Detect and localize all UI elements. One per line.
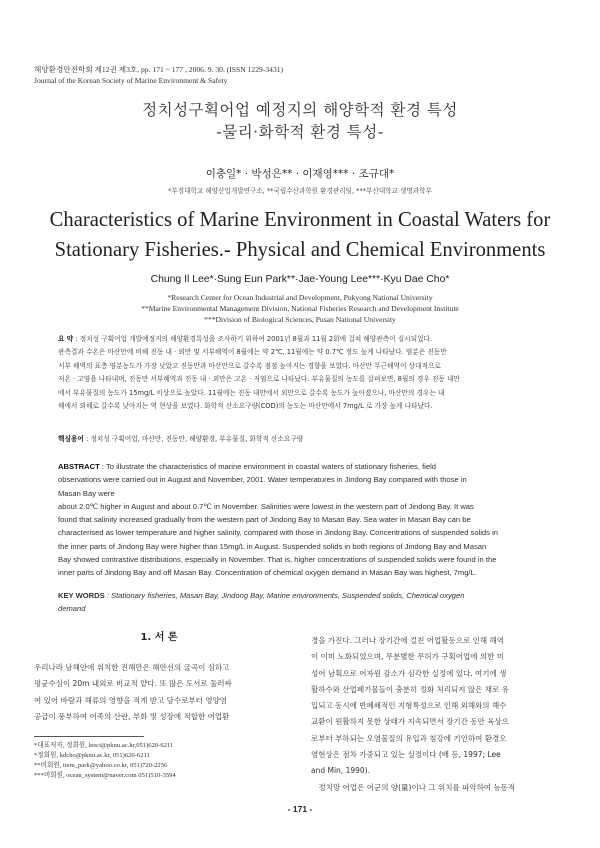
english-title-line-2: Stationary Fisheries.- Physical and Chemical Environments	[54, 239, 546, 261]
english-abstract-line: found that salinity increased gradually from the western part of Jindong Bay to Masan Bay. Sea water in Masan Bay can be	[58, 515, 471, 525]
english-title-line-1: Characteristics of Marine Environment in Coastal Waters for	[49, 209, 551, 231]
journal-name: Journal of the Korean Society of Marine Environment & Safety	[34, 75, 228, 85]
body-line: 이 이미 노화되었으며, 무분별한 무허가 구획어업에 의한 미	[311, 652, 504, 662]
korean-keywords	[58, 433, 543, 443]
english-abstract-line: characterised as lower temperature and higher salinity, compared with those in Jindong Bay. Concentrations of suspended solids in	[58, 528, 498, 538]
page-number: - 171 -	[287, 804, 313, 814]
english-affiliations	[0, 292, 600, 325]
body-line: 공급이 풍부하여 어족의 산란, 부화 및 성장에 적합한 어업환	[34, 711, 230, 721]
english-abstract-line: ABSTRACT : To illustrate the characteristics of marine environment in coastal waters of stationary fisheries, field	[58, 462, 437, 471]
korean-abstract-line: 서부 해역의 표층 염분농도가 가장 낮았고 진동만과 마산만으로 갈수록 점점 높아지는 경향을 보였다. 마산만 무근해역이 상대적으로	[58, 361, 441, 370]
body-line: 입되고 동시에 반폐쇄적인 지형특성으로 인해 외해와의 해수	[311, 701, 507, 711]
body-line: 로부터 부하되는 오염물질의 유입과 침강에 기인하여 환경오	[311, 733, 507, 743]
english-abstract-line: about 2.0℃ higher in August and about 0.7℃ in November. Salinities were lowest in the western part of Jindong Bay. It was	[58, 501, 474, 511]
korean-title	[0, 99, 600, 143]
korean-abstract-line: 저온 · 고염을 나타내며, 진동만 서부해역과 진동 내 · 외만은 고온 · 저염으로 나타났다. 부유물질의 농도를 살펴보면, 8월의 경우 진동 내만	[58, 375, 460, 384]
body-line: 여 있어 바람과 해류의 영향을 적게 받고 담수로부터 영양염	[34, 695, 227, 705]
journal-citation: 해양환경안전학회 제12권 제3호, pp. 171 ~ 177 , 2006. 9. 30. (ISSN 1229-3431)	[34, 65, 284, 74]
footnote: **비회원, tiem_park@yahoo.co.kr, 051)720-2256	[34, 762, 168, 769]
korean-abstract-line: 요 약 : 정치성 구획어업 개발예정지의 해양환경특성을 조사하기 위하여 2001년 8월과 11월 2회에 걸쳐 해양관측이 실시되었다.	[58, 335, 433, 343]
body-line: 평균수심이 20m 내외로 비교적 얕다. 또 많은 도서로 둘러싸	[34, 679, 232, 689]
english-abstract-line: inner parts of Jindong Bay and off Masan Bay. Concentration of chemical oxygen demand in Masan Bay was highest, 7mg/L.	[58, 568, 477, 578]
footnote: *정회원, kdcho@pknu.ac.kr, 051)620-6211	[34, 752, 150, 759]
korean-abstract-line: 관측결과 수온은 마산만에 비해 진동 내 · 외만 및 서부해역이 8월에는 약 2℃, 11월에는 약 0.7℃ 정도 높게 나타났다. 염분은 진동만	[58, 348, 447, 357]
english-abstract	[58, 460, 543, 580]
korean-authors: 이충일* · 박성은** · 이재영*** · 조규대*	[205, 168, 395, 180]
footnote-divider	[34, 736, 144, 737]
korean-affiliations: *부경대학교 해양산업개발연구소, **국립수산과학원 환경관리팀, ***부산대학교 생명과학부	[168, 187, 432, 195]
english-authors: Chung Il Lee*·Sung Eun Park**·Jae-Young Lee***·Kyu Dae Cho*	[150, 274, 450, 285]
korean-abstract-label: 요 약	[58, 335, 74, 343]
footnote: ***비회원, ocean_system@naver.com 051)510-3594	[34, 772, 176, 779]
right-column-body	[311, 633, 566, 796]
body-line: 성어 남획으로 어자원 감소가 심각한 실정에 있다. 여기에 생	[311, 668, 507, 678]
english-keywords-label: KEY WORDS	[58, 591, 105, 600]
english-keywords	[58, 589, 543, 615]
section-heading: 1. 서 론	[140, 632, 178, 643]
body-line: and Min, 1990).	[311, 766, 370, 776]
journal-header	[34, 65, 283, 86]
english-abstract-line: the inner parts of Jindong Bay were higher than 15mg/L in August. Suspended solids in both regions of Jindong Bay and Masan	[58, 541, 487, 551]
korean-keywords-label: 핵심용어	[58, 435, 84, 443]
korean-title-main: 정치성구획어업 예정지의 해양학적 환경 특성	[142, 101, 458, 119]
body-line: 활하수와 산업폐기물들이 충분히 정화 처리되지 않은 채로 유	[311, 684, 509, 694]
korean-abstract-line: 해에서 외해로 갈수록 낮아지는 역 현상을 보였다. 화학적 산소요구량(COD)의 농도는 마산만에서 7mg/L 로 가장 높게 나타났다.	[58, 402, 433, 411]
footnote: *대표저자, 정회원, leeci@pknu.ac.kr,051)620-6211	[34, 742, 174, 749]
english-abstract-label: ABSTRACT	[58, 462, 100, 471]
english-abstract-line: Masan Bay were	[58, 488, 115, 498]
body-line: 염현상은 점차 가중되고 있는 실정이다 (배 등, 1997; Lee	[311, 750, 501, 760]
affiliation-2: **Marine Environmental Management Division, National Fisheries Research and Development Institute	[141, 304, 459, 313]
body-line: 경을 가진다. 그러나 장기간에 걸친 어업활동으로 인해 해역	[311, 636, 504, 645]
affiliation-3: ***Division of Biological Sciences, Pusan National University	[204, 315, 396, 324]
body-line: 정치망 어업은 어군의 양(量)이나 그 위치를 파악하여 능동적	[311, 782, 516, 792]
korean-keywords-text: : 정치성 구획어업, 마산만, 진동만, 해양환경, 부유물질, 화학적 산소요구량	[83, 435, 304, 443]
english-abstract-line: Bay showed contrastive distributions, especially in November. That is, higher concentrations of suspended solids were found in the	[58, 555, 497, 565]
korean-abstract	[58, 333, 543, 413]
english-keywords-text: : Stationary fisheries, Masan Bay, Jindong Bay, Marine environments, Suspended solids, Chemical oxygen	[104, 591, 465, 600]
body-line: 교환이 원활하지 못한 상태가 지속되면서 장기간 동안 육상으	[311, 717, 509, 727]
english-title	[0, 205, 600, 265]
korean-abstract-line: 에서 부유물질의 농도가 15mg/L 이상으로 높았다. 11월에는 진동 내만에서 외만으로 갈수록 농도가 높아졌으나, 마산만의 경우는 내	[58, 388, 445, 397]
affiliation-1: *Research Center for Ocean Industrial and Development, Pukyong National University	[167, 293, 433, 302]
footnotes	[34, 741, 284, 781]
korean-title-subtitle: -물리·화학적 환경 특성-	[216, 123, 384, 141]
english-keywords-text-cont: demand	[58, 604, 86, 613]
body-line: 우리나라 남해안에 위치한 진해만은 해안선의 굴곡이 심하고	[34, 663, 230, 672]
left-column-body	[34, 660, 286, 725]
english-abstract-line: observations were carried out in August and November, 2001. Water temperatures in Jindong Bay compared with those in	[58, 475, 467, 485]
